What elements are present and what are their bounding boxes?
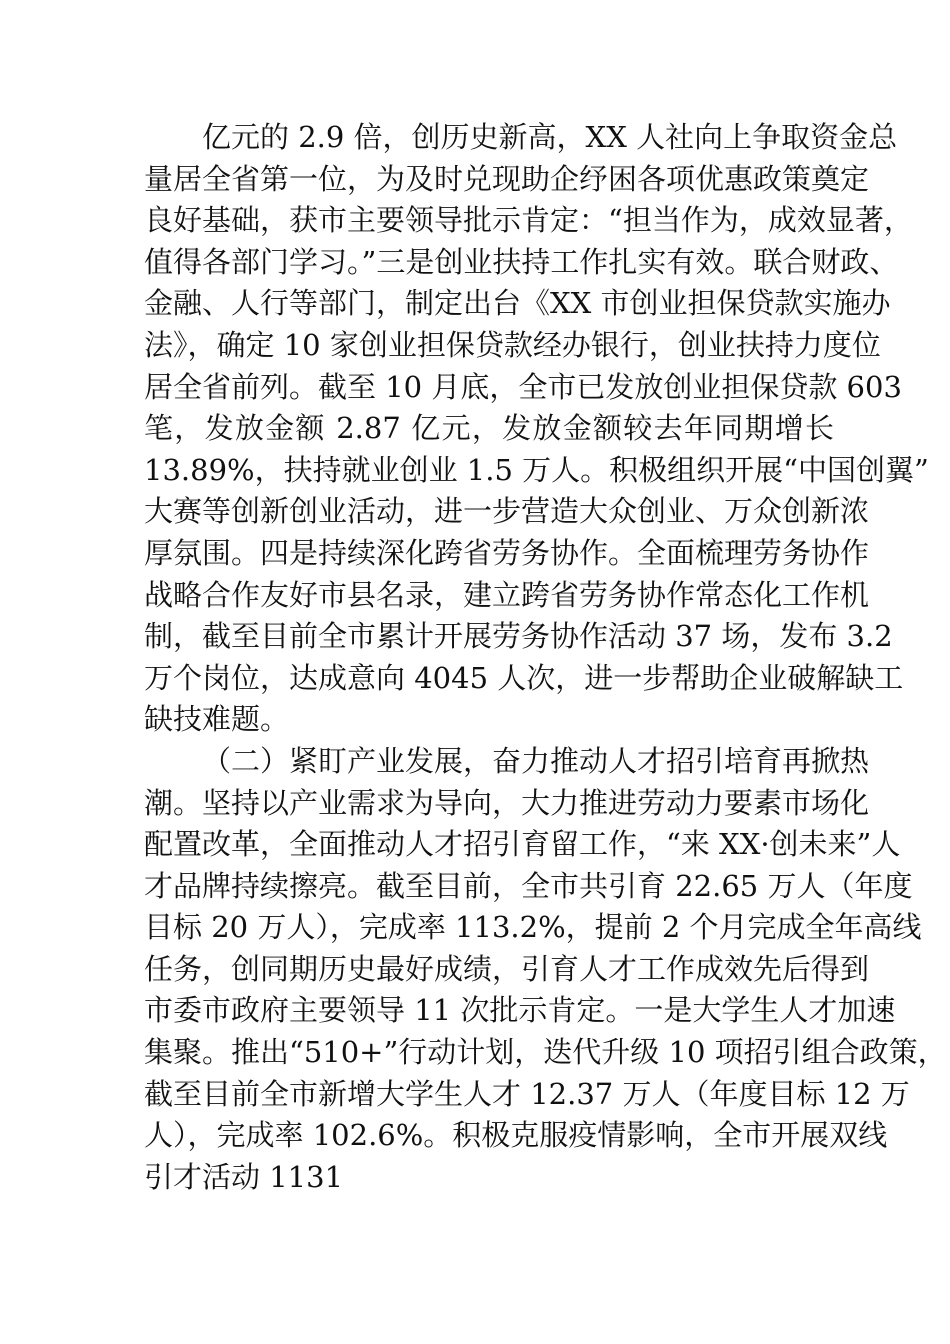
text-line: 金融、人行等部门，制定出台《XX 市创业担保贷款实施办 — [144, 286, 891, 321]
text-line: 才品牌持续擦亮。截至目前，全市共引育 22.65 万人（年度 — [144, 868, 913, 903]
text-line: 目标 20 万人），完成率 113.2%，提前 2 个月完成全年高线 — [144, 910, 922, 945]
text-line: （二）紧盯产业发展，奋力推动人才招引培育再掀热 — [202, 743, 870, 778]
text-line: 法》，确定 10 家创业担保贷款经办银行，创业扶持力度位 — [144, 327, 881, 362]
text-line: 任务，创同期历史最好成绩，引育人才工作成效先后得到 — [144, 951, 870, 986]
text-line: 截至目前全市新增大学生人才 12.37 万人（年度目标 12 万 — [144, 1076, 910, 1111]
text-line: 战略合作友好市县名录，建立跨省劳务协作常态化工作机 — [144, 577, 870, 612]
text-line: 笔，发放金额 2.87 亿元，发放金额较去年同期增长 — [144, 411, 834, 446]
text-line: 居全省前列。截至 10 月底，全市已发放创业担保贷款 603 — [144, 369, 902, 404]
text-line: 引才活动 1131 — [144, 1159, 344, 1194]
text-line: 人），完成率 102.6%。积极克服疫情影响，全市开展双线 — [144, 1118, 888, 1153]
text-line: 亿元的 2.9 倍，创历史新高，XX 人社向上争取资金总 — [202, 120, 898, 154]
text-line: 潮。坚持以产业需求为导向，大力推进劳动力要素市场化 — [144, 785, 870, 820]
text-line: 大赛等创新创业活动，进一步营造大众创业、万众创新浓 — [144, 494, 870, 529]
text-line: 制，截至目前全市累计开展劳务协作活动 37 场，发布 3.2 — [144, 619, 893, 654]
text-line: 13.89%，扶持就业创业 1.5 万人。积极组织开展“中国创翼” — [144, 452, 929, 487]
text-line: 厚氛围。四是持续深化跨省劳务协作。全面梳理劳务协作 — [144, 535, 870, 570]
text-line: 集聚。推出“510+”行动计划，迭代升级 10 项招引组合政策， — [144, 1035, 947, 1070]
text-line: 值得各部门学习。”三是创业扶持工作扎实有效。联合财政、 — [144, 244, 899, 279]
text-line: 缺技难题。 — [144, 702, 290, 737]
text-line: 万个岗位，达成意向 4045 人次，进一步帮助企业破解缺工 — [144, 660, 904, 695]
text-line: 配置改革，全面推动人才招引育留工作，“来 XX·创未来”人 — [144, 827, 901, 862]
text-line: 量居全省第一位，为及时兑现助企纾困各项优惠政策奠定 — [144, 161, 870, 196]
text-line: 良好基础，获市主要领导批示肯定：“担当作为，成效显著， — [144, 203, 913, 238]
text-line: 市委市政府主要领导 11 次批示肯定。一是大学生人才加速 — [144, 993, 896, 1028]
body-text — [144, 117, 947, 1198]
